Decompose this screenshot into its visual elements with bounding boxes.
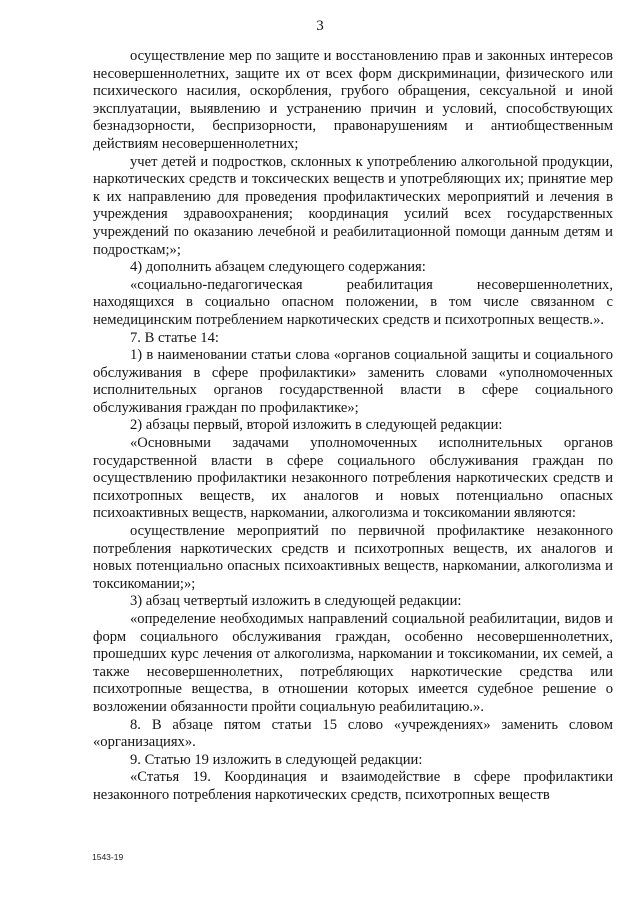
paragraph: «социально-педагогическая реабилитация несовершеннолетних, находящихся в социально опасном положении, в том числе связанном с немедицинским потреблением наркотических средств и психотропных веществ.».: [93, 276, 613, 328]
paragraph: 8. В абзаце пятом статьи 15 слово «учреждениях» заменить словом «организациях».: [93, 716, 613, 751]
paragraph: 1) в наименовании статьи слова «органов социальной защиты и социального обслуживания в сфере профилактики» заменить словами «уполномоченных исполнительных органов государственной власти в сфере социального обслуживания граждан по профилактике»;: [93, 347, 613, 416]
paragraph: 7. В статье 14:: [130, 329, 219, 346]
paragraph: учет детей и подростков, склонных к употреблению алкогольной продукции, наркотических средств и токсических веществ и употребляющих их; принятие мер к их направлению для проведения профилактических мероприятий и лечения в учреждения здравоохранения; координация усилий всех государственных учреждений по оказанию лечебной и реабилитационной помощи данным детям и подросткам;»;: [93, 153, 613, 258]
paragraph: осуществление мероприятий по первичной профилактике незаконного потребления наркотических средств и психотропных веществ, их аналогов и новых потенциально опасных психоактивных веществ, наркомании, алкоголизма и токсикомании;»;: [93, 523, 613, 592]
document-body: [93, 48, 613, 805]
paragraph: 2) абзацы первый, второй изложить в следующей редакции:: [130, 417, 503, 434]
paragraph: 4) дополнить абзацем следующего содержания:: [130, 259, 426, 276]
paragraph: «Статья 19. Координация и взаимодействие в сфере профилактики незаконного потребления наркотических средств, психотропных веществ: [93, 769, 613, 803]
paragraph: «определение необходимых направлений социальной реабилитации, видов и форм социального обслуживания граждан, особенно несовершеннолетних, прошедших курс лечения от алкоголизма, наркомании и токсикомании, их семей, а также несовершеннолетних, потребляющих наркотические средства или психотропные вещества, в отношении которых имеется судебное решение о возложении обязанности пройти социальную реабилитацию.».: [93, 611, 613, 715]
paragraph: 3) абзац четвертый изложить в следующей редакции:: [130, 593, 462, 610]
paragraph: «Основными задачами уполномоченных исполнительных органов государственной власти в сфере социального обслуживания граждан по осуществлению профилактики незаконного потребления наркотических средств и психотропных веществ, их аналогов и новых потенциально опасных психоактивных веществ, наркомании, алкоголизма и токсикомании являются:: [93, 435, 613, 522]
paragraph: осуществление мер по защите и восстановлению прав и законных интересов несовершеннолетних, защите их от всех форм дискриминации, физического или психического насилия, оскорбления, грубого обращения, сексуальной и иной эксплуатации, выявлению и устранению причин и условий, способствующих безнадзорности, беспризорности, правонарушениям и антиобщественным действиям несовершеннолетних;: [93, 48, 613, 152]
page-number: 3: [316, 18, 324, 34]
paragraph: 9. Статью 19 изложить в следующей редакции:: [130, 751, 423, 768]
document-code: 1543-19: [92, 852, 124, 862]
